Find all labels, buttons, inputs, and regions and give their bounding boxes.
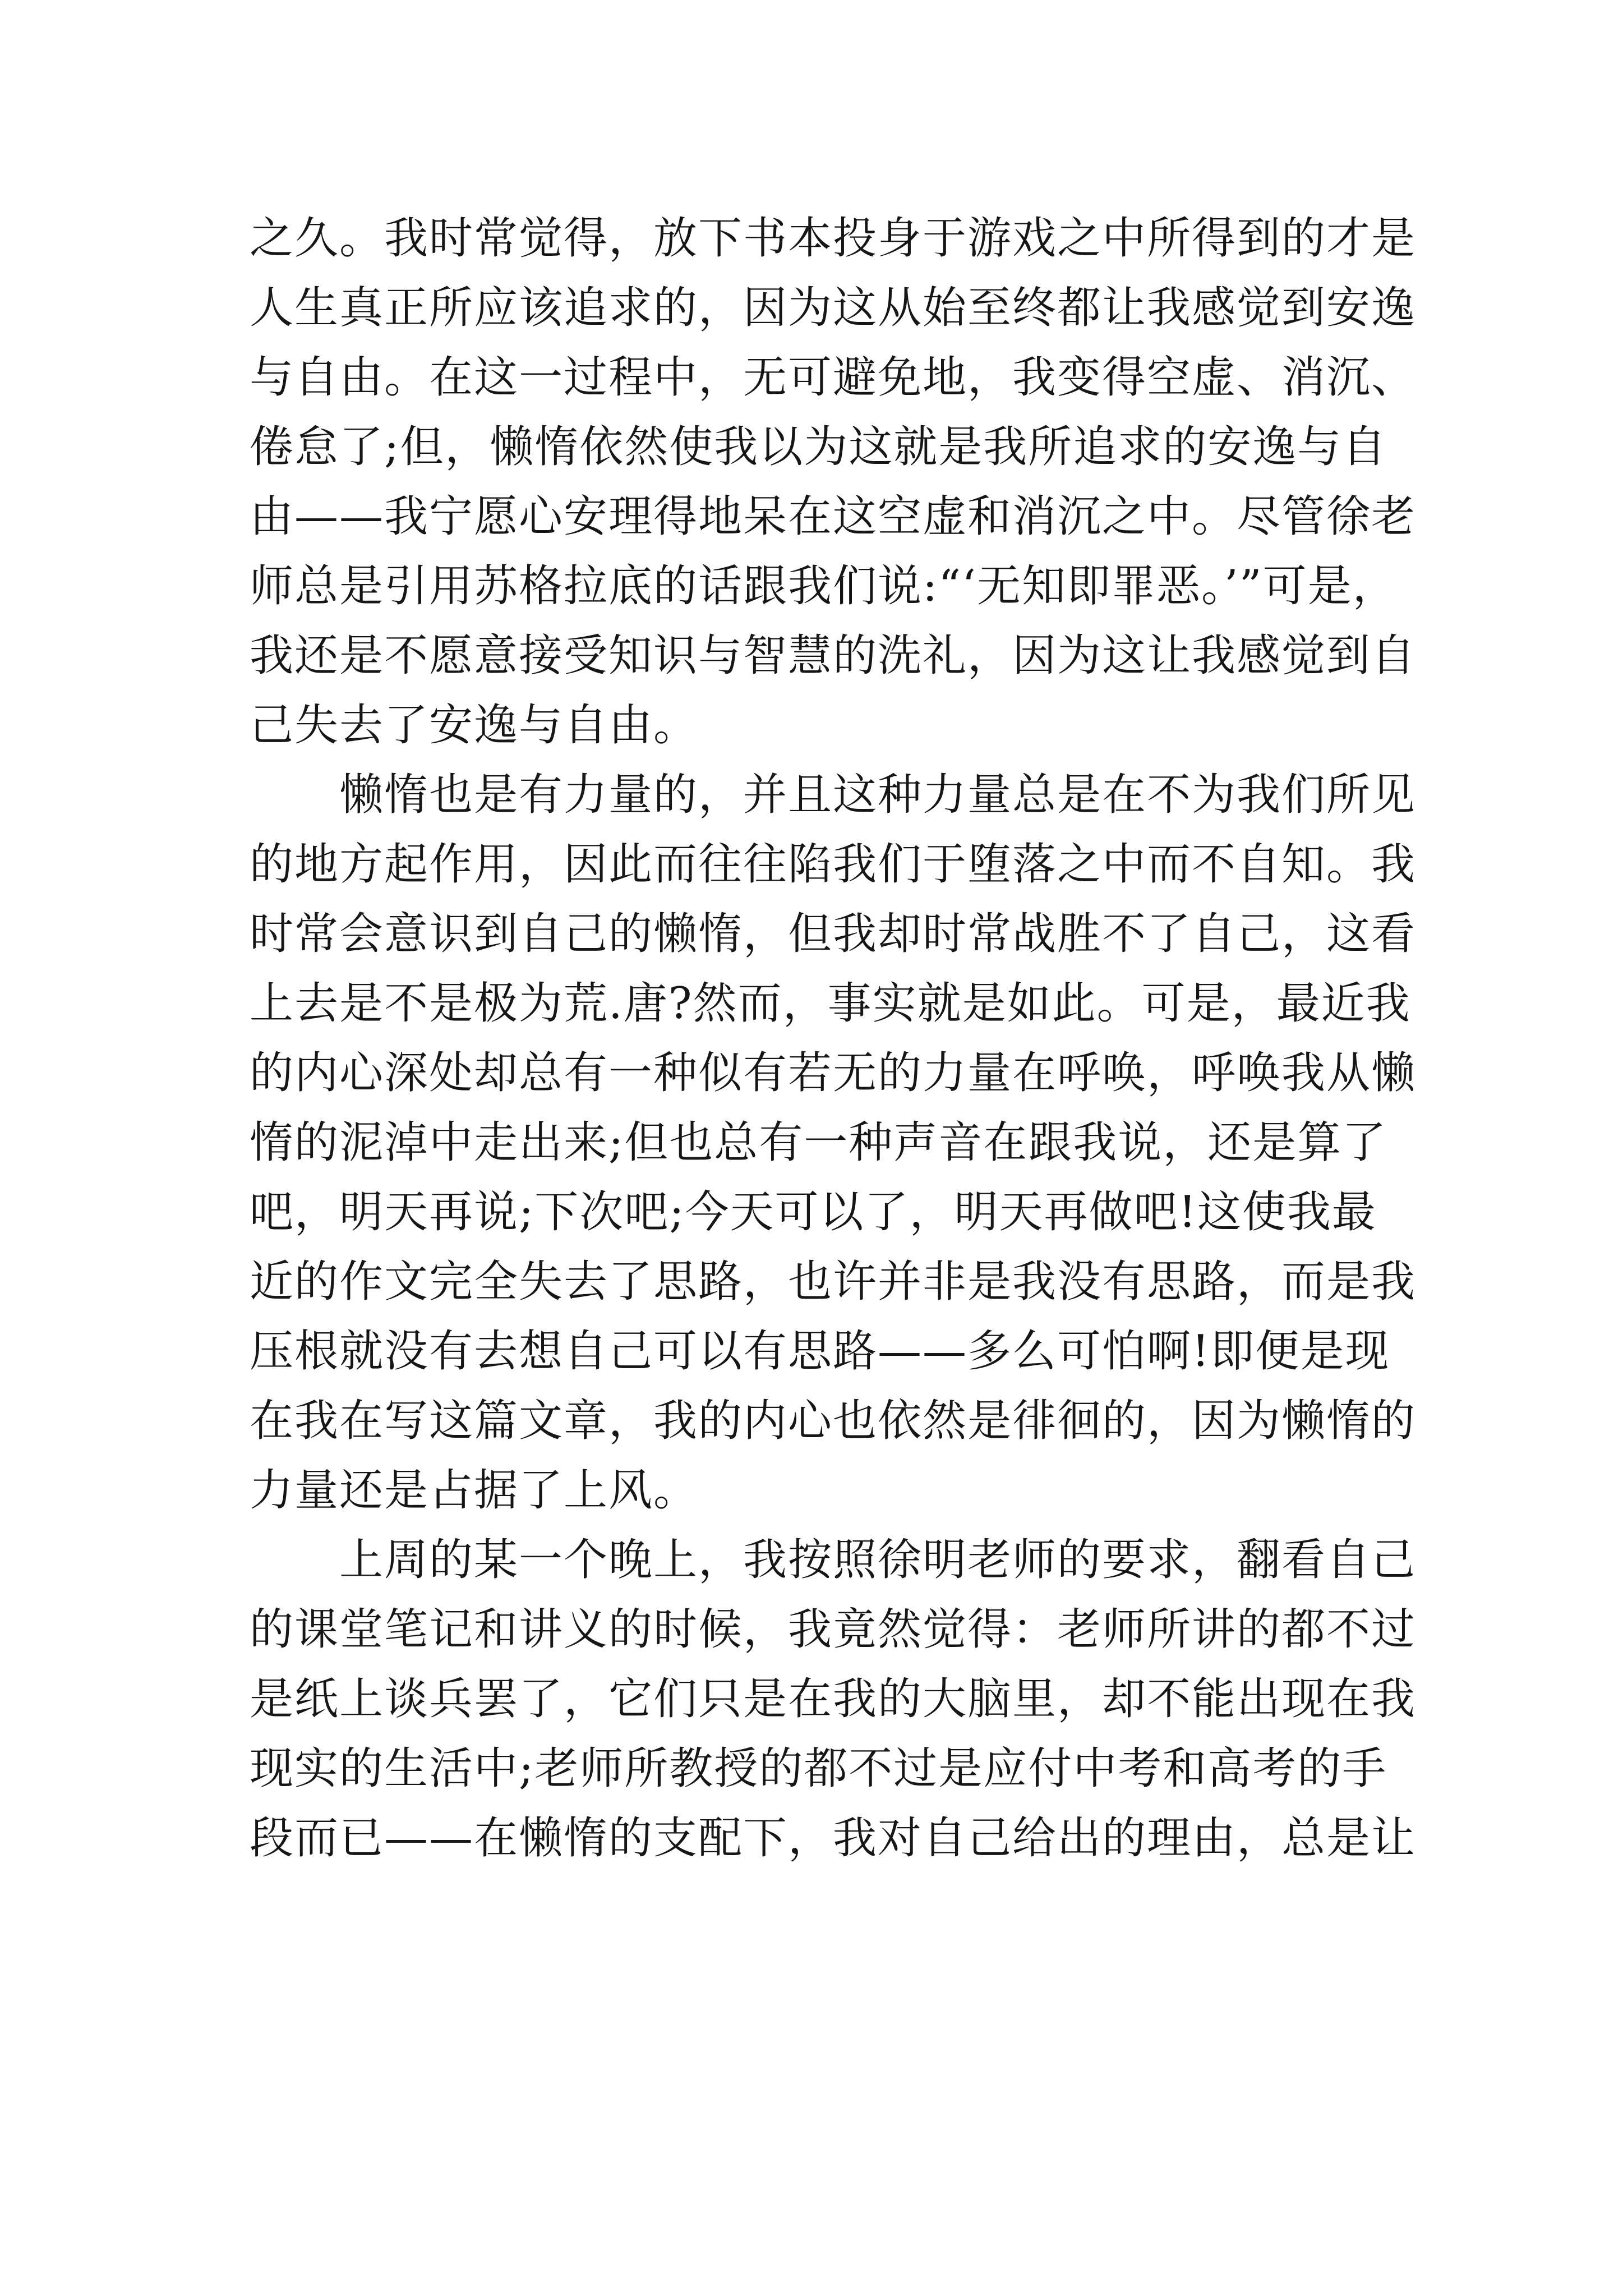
text-line: 之久。我时常觉得，放下书本投身于游戏之中所得到的才是 xyxy=(250,213,1417,264)
text-line: 在我在写这篇文章，我的内心也依然是徘徊的，因为懒惰的 xyxy=(250,1396,1417,1446)
document-body xyxy=(250,204,1417,1873)
text-line: 与自由。在这一过程中，无可避免地，我变得空虚、消沉、 xyxy=(250,352,1417,403)
text-line: 的课堂笔记和讲义的时候，我竟然觉得：老师所讲的都不过 xyxy=(250,1604,1417,1655)
text-line: 的地方起作用，因此而往往陷我们于堕落之中而不自知。我 xyxy=(250,839,1417,890)
text-line: 段而已——在懒惰的支配下，我对自己给出的理由，总是让 xyxy=(250,1813,1417,1864)
text-line: 惰的泥淖中走出来;但也总有一种声音在跟我说，还是算了 xyxy=(250,1117,1387,1168)
text-line: 我还是不愿意接受知识与智慧的洗礼，因为这让我感觉到自 xyxy=(250,631,1417,681)
text-line: 由——我宁愿心安理得地呆在这空虚和消沉之中。尽管徐老 xyxy=(250,491,1417,542)
text-line: 人生真正所应该追求的，因为这从始至终都让我感觉到安逸 xyxy=(250,283,1417,333)
text-line: 压根就没有去想自己可以有思路——多么可怕啊!即便是现 xyxy=(250,1326,1390,1377)
text-line: 上周的某一个晚上，我按照徐明老师的要求，翻看自己 xyxy=(250,1535,1417,1585)
text-line: 师总是引用苏格拉底的话跟我们说:“‘无知即罪恶。’”可是， xyxy=(250,561,1398,611)
text-line: 上去是不是极为荒.唐?然而，事实就是如此。可是，最近我 xyxy=(250,978,1411,1029)
text-line: 时常会意识到自己的懒惰，但我却时常战胜不了自己，这看 xyxy=(250,909,1417,959)
text-line: 己失去了安逸与自由。 xyxy=(250,700,699,751)
text-line: 是纸上谈兵罢了，它们只是在我的大脑里，却不能出现在我 xyxy=(250,1674,1417,1724)
text-line: 近的作文完全失去了思路，也许并非是我没有思路，而是我 xyxy=(250,1257,1417,1307)
text-line: 现实的生活中;老师所教授的都不过是应付中考和高考的手 xyxy=(250,1743,1387,1794)
text-line: 懒惰也是有力量的，并且这种力量总是在不为我们所见 xyxy=(250,770,1417,820)
text-line: 吧，明天再说;下次吧;今天可以了，明天再做吧!这使我最 xyxy=(250,1187,1377,1237)
text-line: 的内心深处却总有一种似有若无的力量在呼唤，呼唤我从懒 xyxy=(250,1048,1417,1098)
text-line: 倦怠了;但，懒惰依然使我以为这就是我所追求的安逸与自 xyxy=(250,422,1387,472)
text-line: 力量还是占据了上风。 xyxy=(250,1465,699,1516)
